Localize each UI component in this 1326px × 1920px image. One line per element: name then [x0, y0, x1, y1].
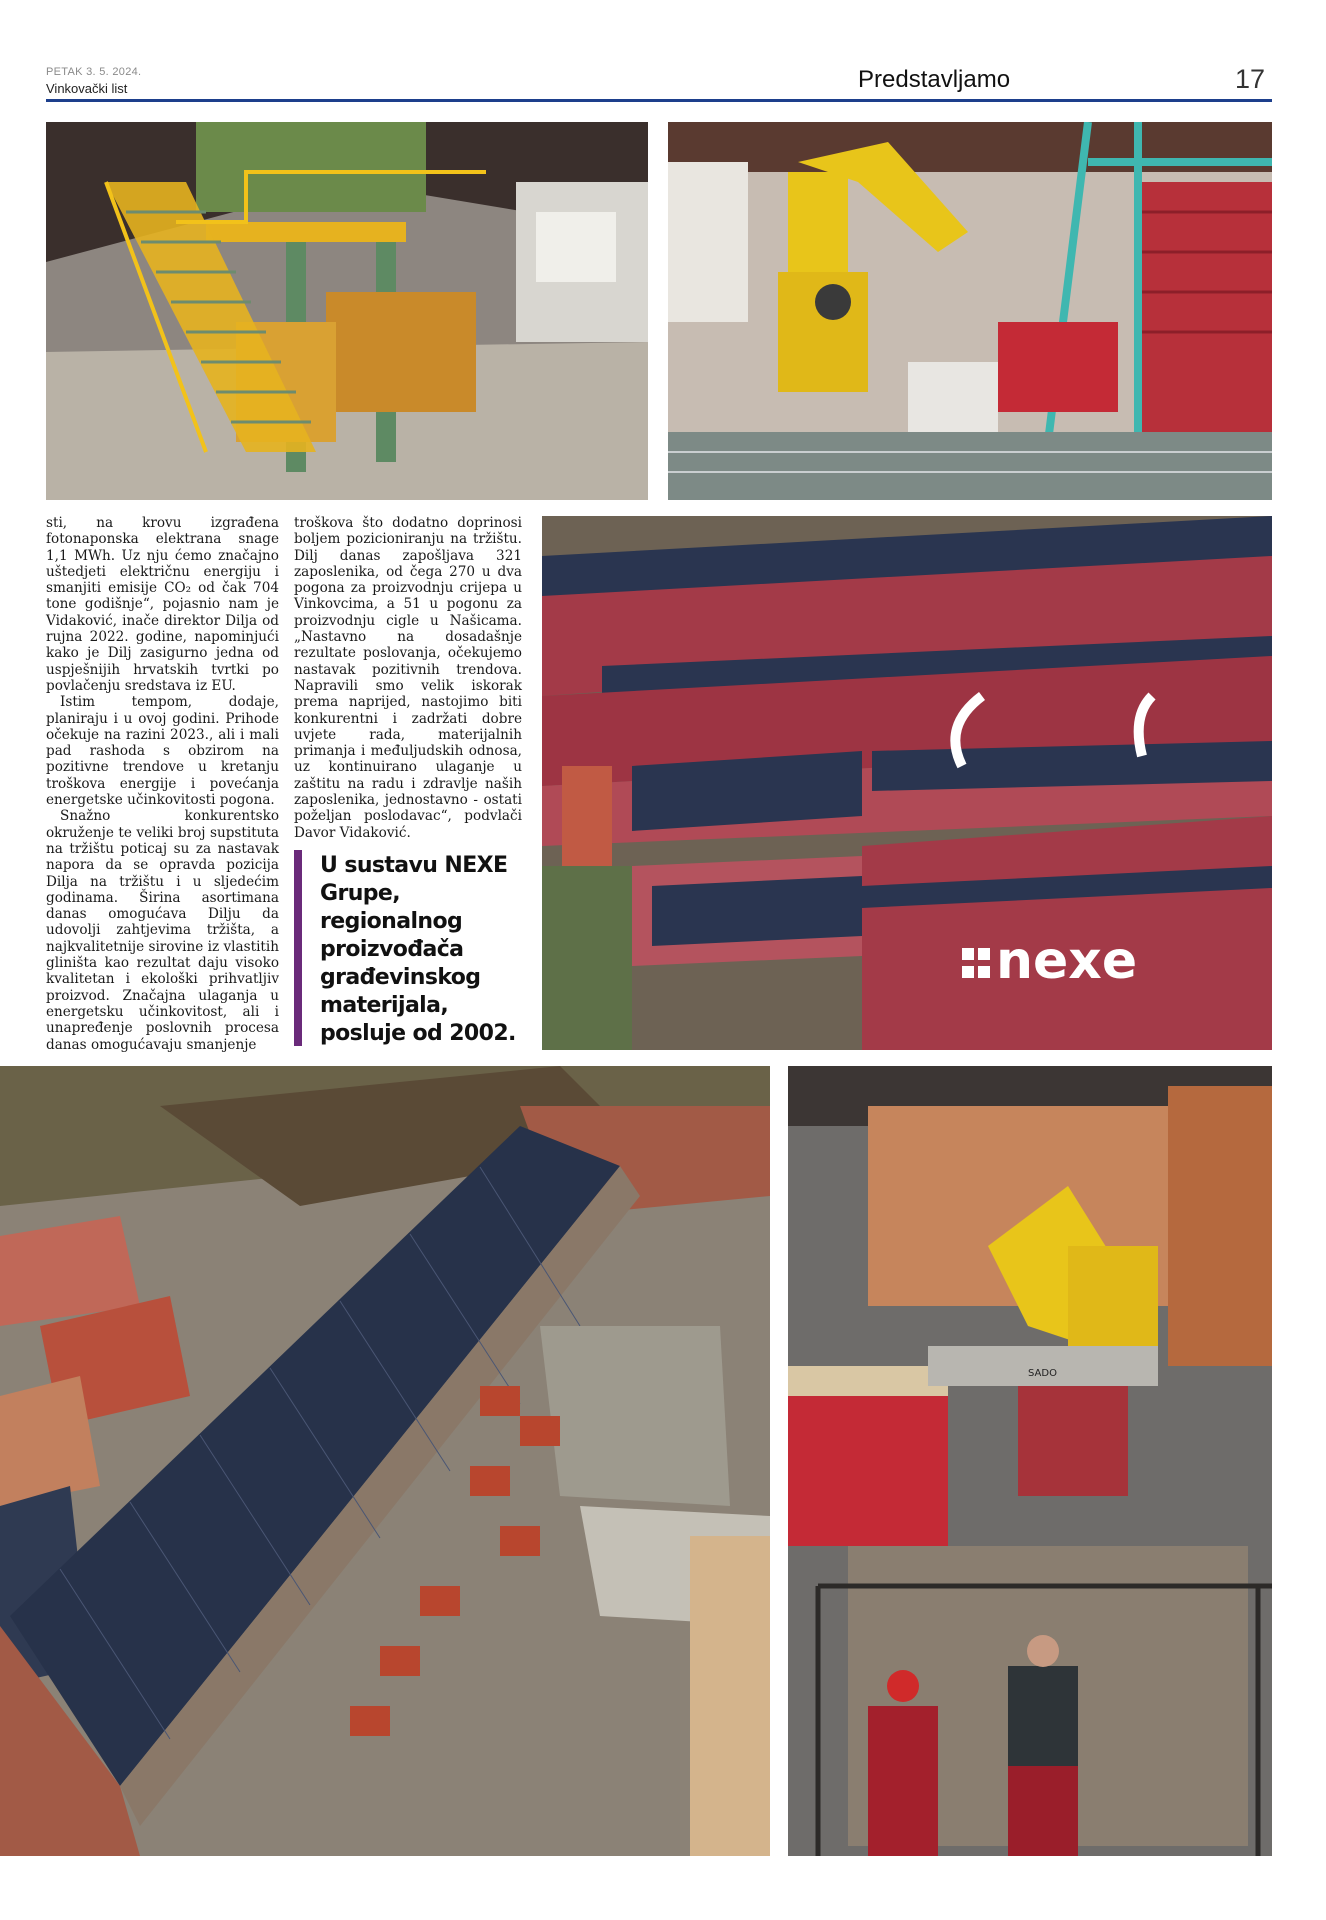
photo-robot-factory [668, 122, 1272, 500]
photo-aerial-warehouse [0, 1066, 770, 1856]
robot-brand-label: SADO [1028, 1368, 1057, 1379]
section-title: Predstavljamo [858, 66, 1011, 93]
header-rule [46, 99, 1272, 102]
photo-platform-stairs [46, 122, 648, 500]
article-paragraph: Snažno konkurentsko okruženje te veliki broj supstituta na tržištu poticaj su za nastavak napora da se opravda pozicija Dilja na tržištu i u sljedećim godinama. Širina asortimana danas omogućava Dilju da udovolji zahtjevima tržišta, a najkvalitetnije sirovine iz vlastitih gliništa kao rezultat daju visoko kvalitetan i ekološki prihvatljiv proizvod. Značajna ulaganja u energetsku učinkovitost, ali i unapređenje poslovnih procesa danas omogućavaju smanjenje [46, 808, 279, 1053]
newspaper-name: Vinkovački list [46, 81, 128, 96]
page-number: 17 [1235, 64, 1266, 94]
photo-workers-robot [788, 1066, 1272, 1856]
issue-date: PETAK 3. 5. 2024. [46, 66, 142, 78]
article-column-1 [46, 515, 279, 1053]
photo-aerial-nexe-roof [542, 516, 1272, 1050]
pull-quote: U sustavu NEXE Grupe, regionalnog proizvođača građevinskog materijala, posluje od 2002. [320, 853, 516, 1046]
nexe-logo: nexe [996, 931, 1138, 991]
article-paragraph: sti, na krovu izgrađena fotonaponska elektrana snage 1,1 MWh. Uz nju ćemo značajno uštedjeti električnu energiju i smanjiti emisije CO₂ od čak 704 tone godišnje“, pojasnio nam je Vidaković, inače direktor Dilja od rujna 2022. godine, napominjući kako je Dilj zasigurno jedna od uspješnijih hrvatskih tvrtki po povlačenju sredstava iz EU. [46, 515, 279, 694]
article-paragraph: Istim tempom, dodaje, planiraju i u ovoj godini. Prihode očekuje na razini 2023., ali i mali pad rashoda s obzirom na pozitivne trendove u kretanju troškova energije i povećanja energetske učinkovitosti pogona. [46, 694, 279, 809]
article-column-2 [294, 515, 522, 841]
pull-quote-bar [294, 850, 302, 1046]
article-paragraph: troškova što dodatno doprinosi boljem pozicioniranju na tržištu. Dilj danas zapošljava 321 zaposlenika, od čega 270 u dva pogona za proizvodnju crijepa u Vinkovcima, a 51 u pogonu za proizvodnju cigle u Našicama. „Nastavno na dosadašnje rezultate poslovanja, očekujemo nastavak pozitivnih trendova. Napravili smo velik iskorak prema naprijed, nastojimo biti konkurentni i zadržati dobre uvjete rada, materijalnih primanja i međuljudskih odnosa, uz kontinuirano ulaganje u zaštitu na radu i zdravlje naših zaposlenika, jednostavno - ostati poželjan poslodavac“, podvlači Davor Vidaković. [294, 515, 522, 841]
